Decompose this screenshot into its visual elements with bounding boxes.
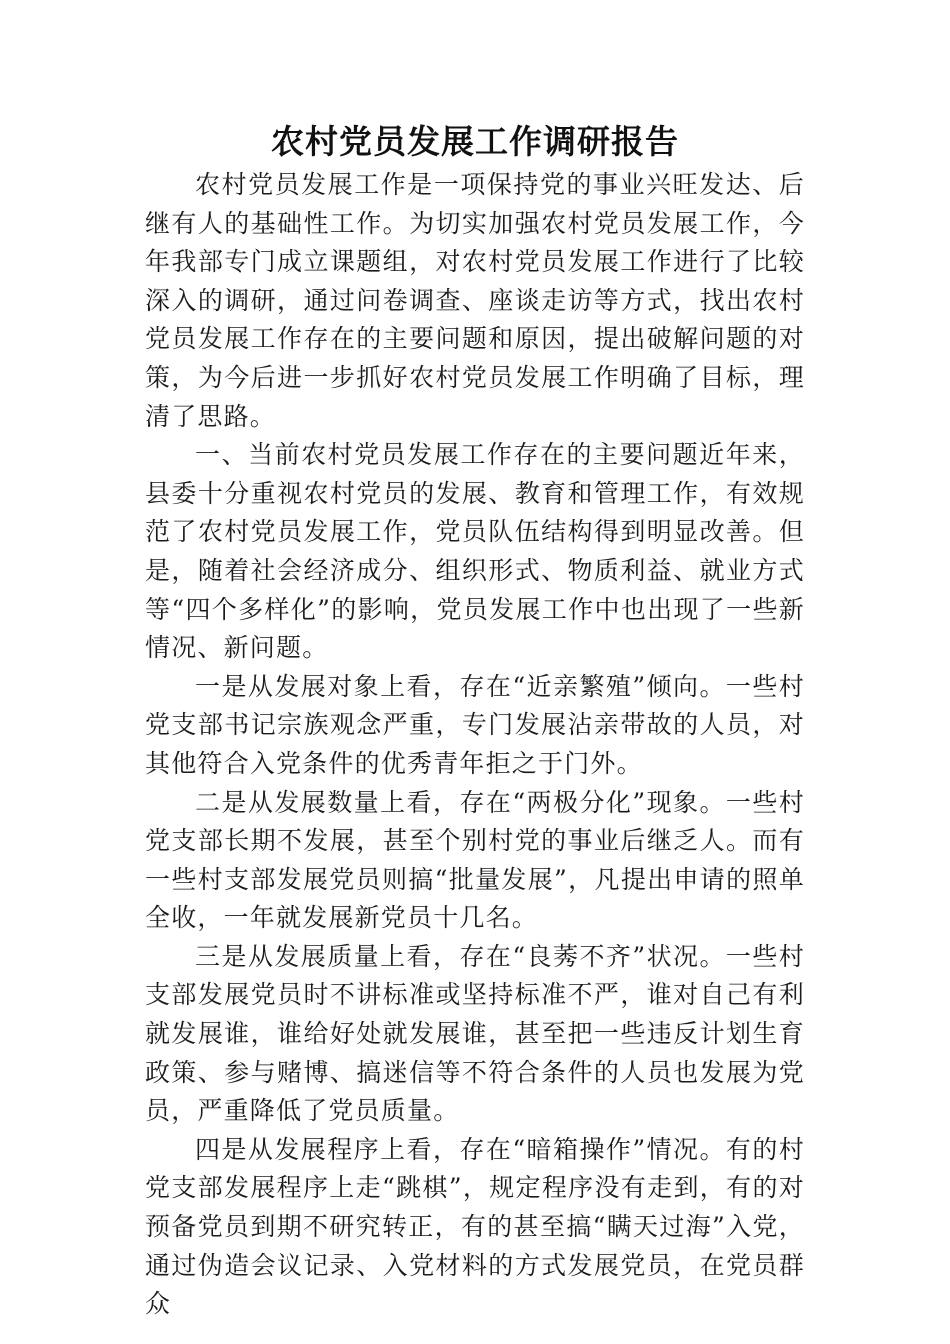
paragraph-problem-3: 三是从发展质量上看，存在“良莠不齐”状况。一些村支部发展党员时不讲标准或坚持标准不严，谁对自己有利就发展谁，谁给好处就发展谁，甚至把一些违反计划生育政策、参与赌博、搞迷信等不符合条件的人员也发展为党员，严重降低了党员质量。 xyxy=(145,941,805,1126)
paragraph-intro: 农村党员发展工作是一项保持党的事业兴旺发达、后继有人的基础性工作。为切实加强农村党员发展工作，今年我部专门成立课题组，对农村党员发展工作进行了比较深入的调研，通过问卷调查、座谈走访等方式，找出农村党员发展工作存在的主要问题和原因，提出破解问题的对策，为今后进一步抓好农村党员发展工作明确了目标，理清了思路。 xyxy=(145,170,805,431)
paragraph-problem-1: 一是从发展对象上看，存在“近亲繁殖”倾向。一些村党支部书记宗族观念严重，专门发展沾亲带故的人员，对其他符合入党条件的优秀青年拒之于门外。 xyxy=(145,671,805,778)
document-page xyxy=(145,118,805,1324)
paragraph-problem-4: 四是从发展程序上看，存在“暗箱操作”情况。有的村党支部发展程序上走“跳棋”，规定程序没有走到，有的对预备党员到期不研究转正，有的甚至搞“瞒天过海”入党，通过伪造会议记录、入党材料的方式发展党员，在党员群众 xyxy=(145,1134,805,1319)
paragraph-problem-2: 二是从发展数量上看，存在“两极分化”现象。一些村党支部长期不发展，甚至个别村党的事业后继乏人。而有一些村支部发展党员则搞“批量发展”，凡提出申请的照单全收，一年就发展新党员十几名。 xyxy=(145,787,805,933)
document-title: 农村党员发展工作调研报告 xyxy=(271,122,679,161)
paragraph-main-problems: 一、当前农村党员发展工作存在的主要问题近年来，县委十分重视农村党员的发展、教育和管理工作，有效规范了农村党员发展工作，党员队伍结构得到明显改善。但是，随着社会经济成分、组织形式、物质利益、就业方式等“四个多样化”的影响，党员发展工作中也出现了一些新情况、新问题。 xyxy=(145,440,805,663)
